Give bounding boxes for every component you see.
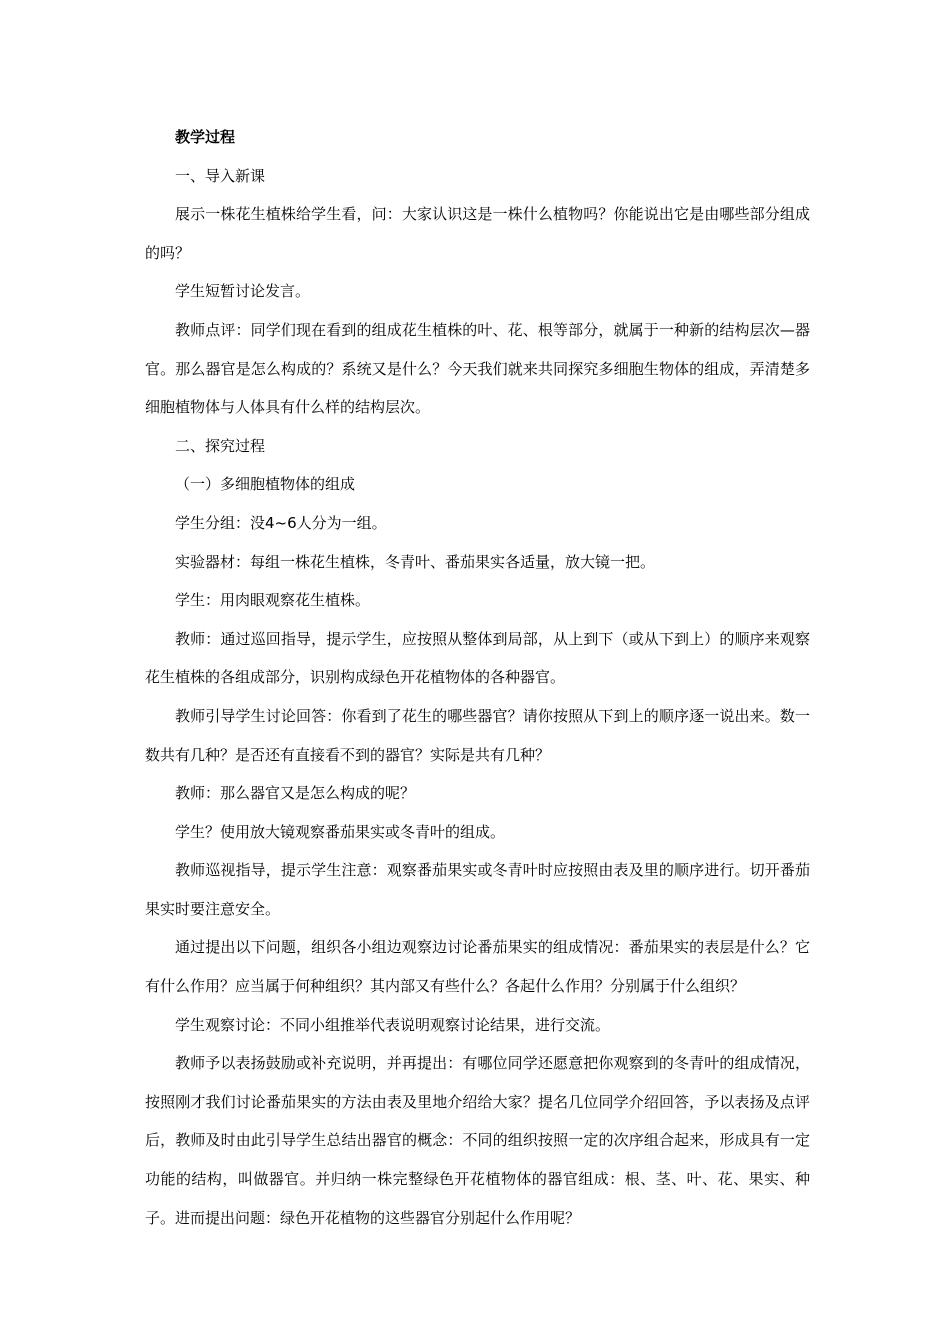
paragraph: 学生短暂讨论发言。 bbox=[175, 282, 311, 301]
section-heading-inquiry: 二、探究过程 bbox=[175, 436, 266, 455]
paragraph: 学生：用肉眼观察花生植株。 bbox=[175, 591, 371, 610]
paragraph: 教师引导学生讨论回答：你看到了花生的哪些器官？请你按照从下到上的顺序逐一说出来。数一数共有几种？是否还有直接看不到的器官？实际是共有几种？ bbox=[145, 706, 810, 764]
paragraph: 学生观察讨论：不同小组推举代表说明观察讨论结果，进行交流。 bbox=[175, 1015, 611, 1034]
paragraph: 教师：那么器官又是怎么构成的呢？ bbox=[175, 784, 416, 803]
paragraph: 展示一株花生植株给学生看，问：大家认识这是一株什么植物吗？你能说出它是由哪些部分组成的吗？ bbox=[145, 205, 810, 262]
paragraph: 教师：通过巡回指导，提示学生，应按照从整体到局部，从上到下（或从下到上）的顺序来观察花生植株的各组成部分，识别构成绿色开花植物体的各种器官。 bbox=[145, 629, 810, 687]
paragraph: 学生？使用放大镜观察番茄果实或冬青叶的组成。 bbox=[175, 822, 506, 841]
paragraph: 教师予以表扬鼓励或补充说明，并再提出：有哪位同学还愿意把你观察到的冬青叶的组成情况，按照刚才我们讨论番茄果实的方法由表及里地介绍给大家？提名几位同学介绍回答，予以表扬及点评后，教师及时由此引导学生总结出器官的概念：不同的组织按照一定的次序组合起来，形成具有一定功能的结构，叫做器官。并归纳一株完整绿色开花植物体的器官组成：根、茎、叶、花、果实、种子。进而提出问题：绿色开花植物的这些器官分别起什么作用呢？ bbox=[145, 1054, 810, 1227]
document-body bbox=[145, 118, 810, 1237]
paragraph: 通过提出以下问题，组织各小组边观察边讨论番茄果实的组成情况：番茄果实的表层是什么？它有什么作用？应当属于何种组织？其内部又有些什么？各起什么作用？分别属于什么组织？ bbox=[145, 938, 810, 996]
section-title: 教学过程 bbox=[175, 128, 236, 146]
paragraph: 教师巡视指导，提示学生注意：观察番茄果实或冬青叶时应按照由表及里的顺序进行。切开番茄果实时要注意安全。 bbox=[145, 861, 810, 918]
subsection-heading: （一）多细胞植物体的组成 bbox=[175, 475, 356, 494]
paragraph: 学生分组：没4~6人分为一组。 bbox=[175, 513, 387, 532]
paragraph: 实验器材：每组一株花生植株，冬青叶、番茄果实各适量，放大镜一把。 bbox=[175, 552, 656, 571]
section-heading-intro: 一、导入新课 bbox=[175, 166, 266, 185]
paragraph: 教师点评：同学们现在看到的组成花生植株的叶、花、根等部分，就属于一种新的结构层次—器官。那么器官是怎么构成的？系统又是什么？今天我们就来共同探究多细胞生物体的组成，弄清楚多细胞植物体与人体具有什么样的结构层次。 bbox=[145, 320, 810, 417]
